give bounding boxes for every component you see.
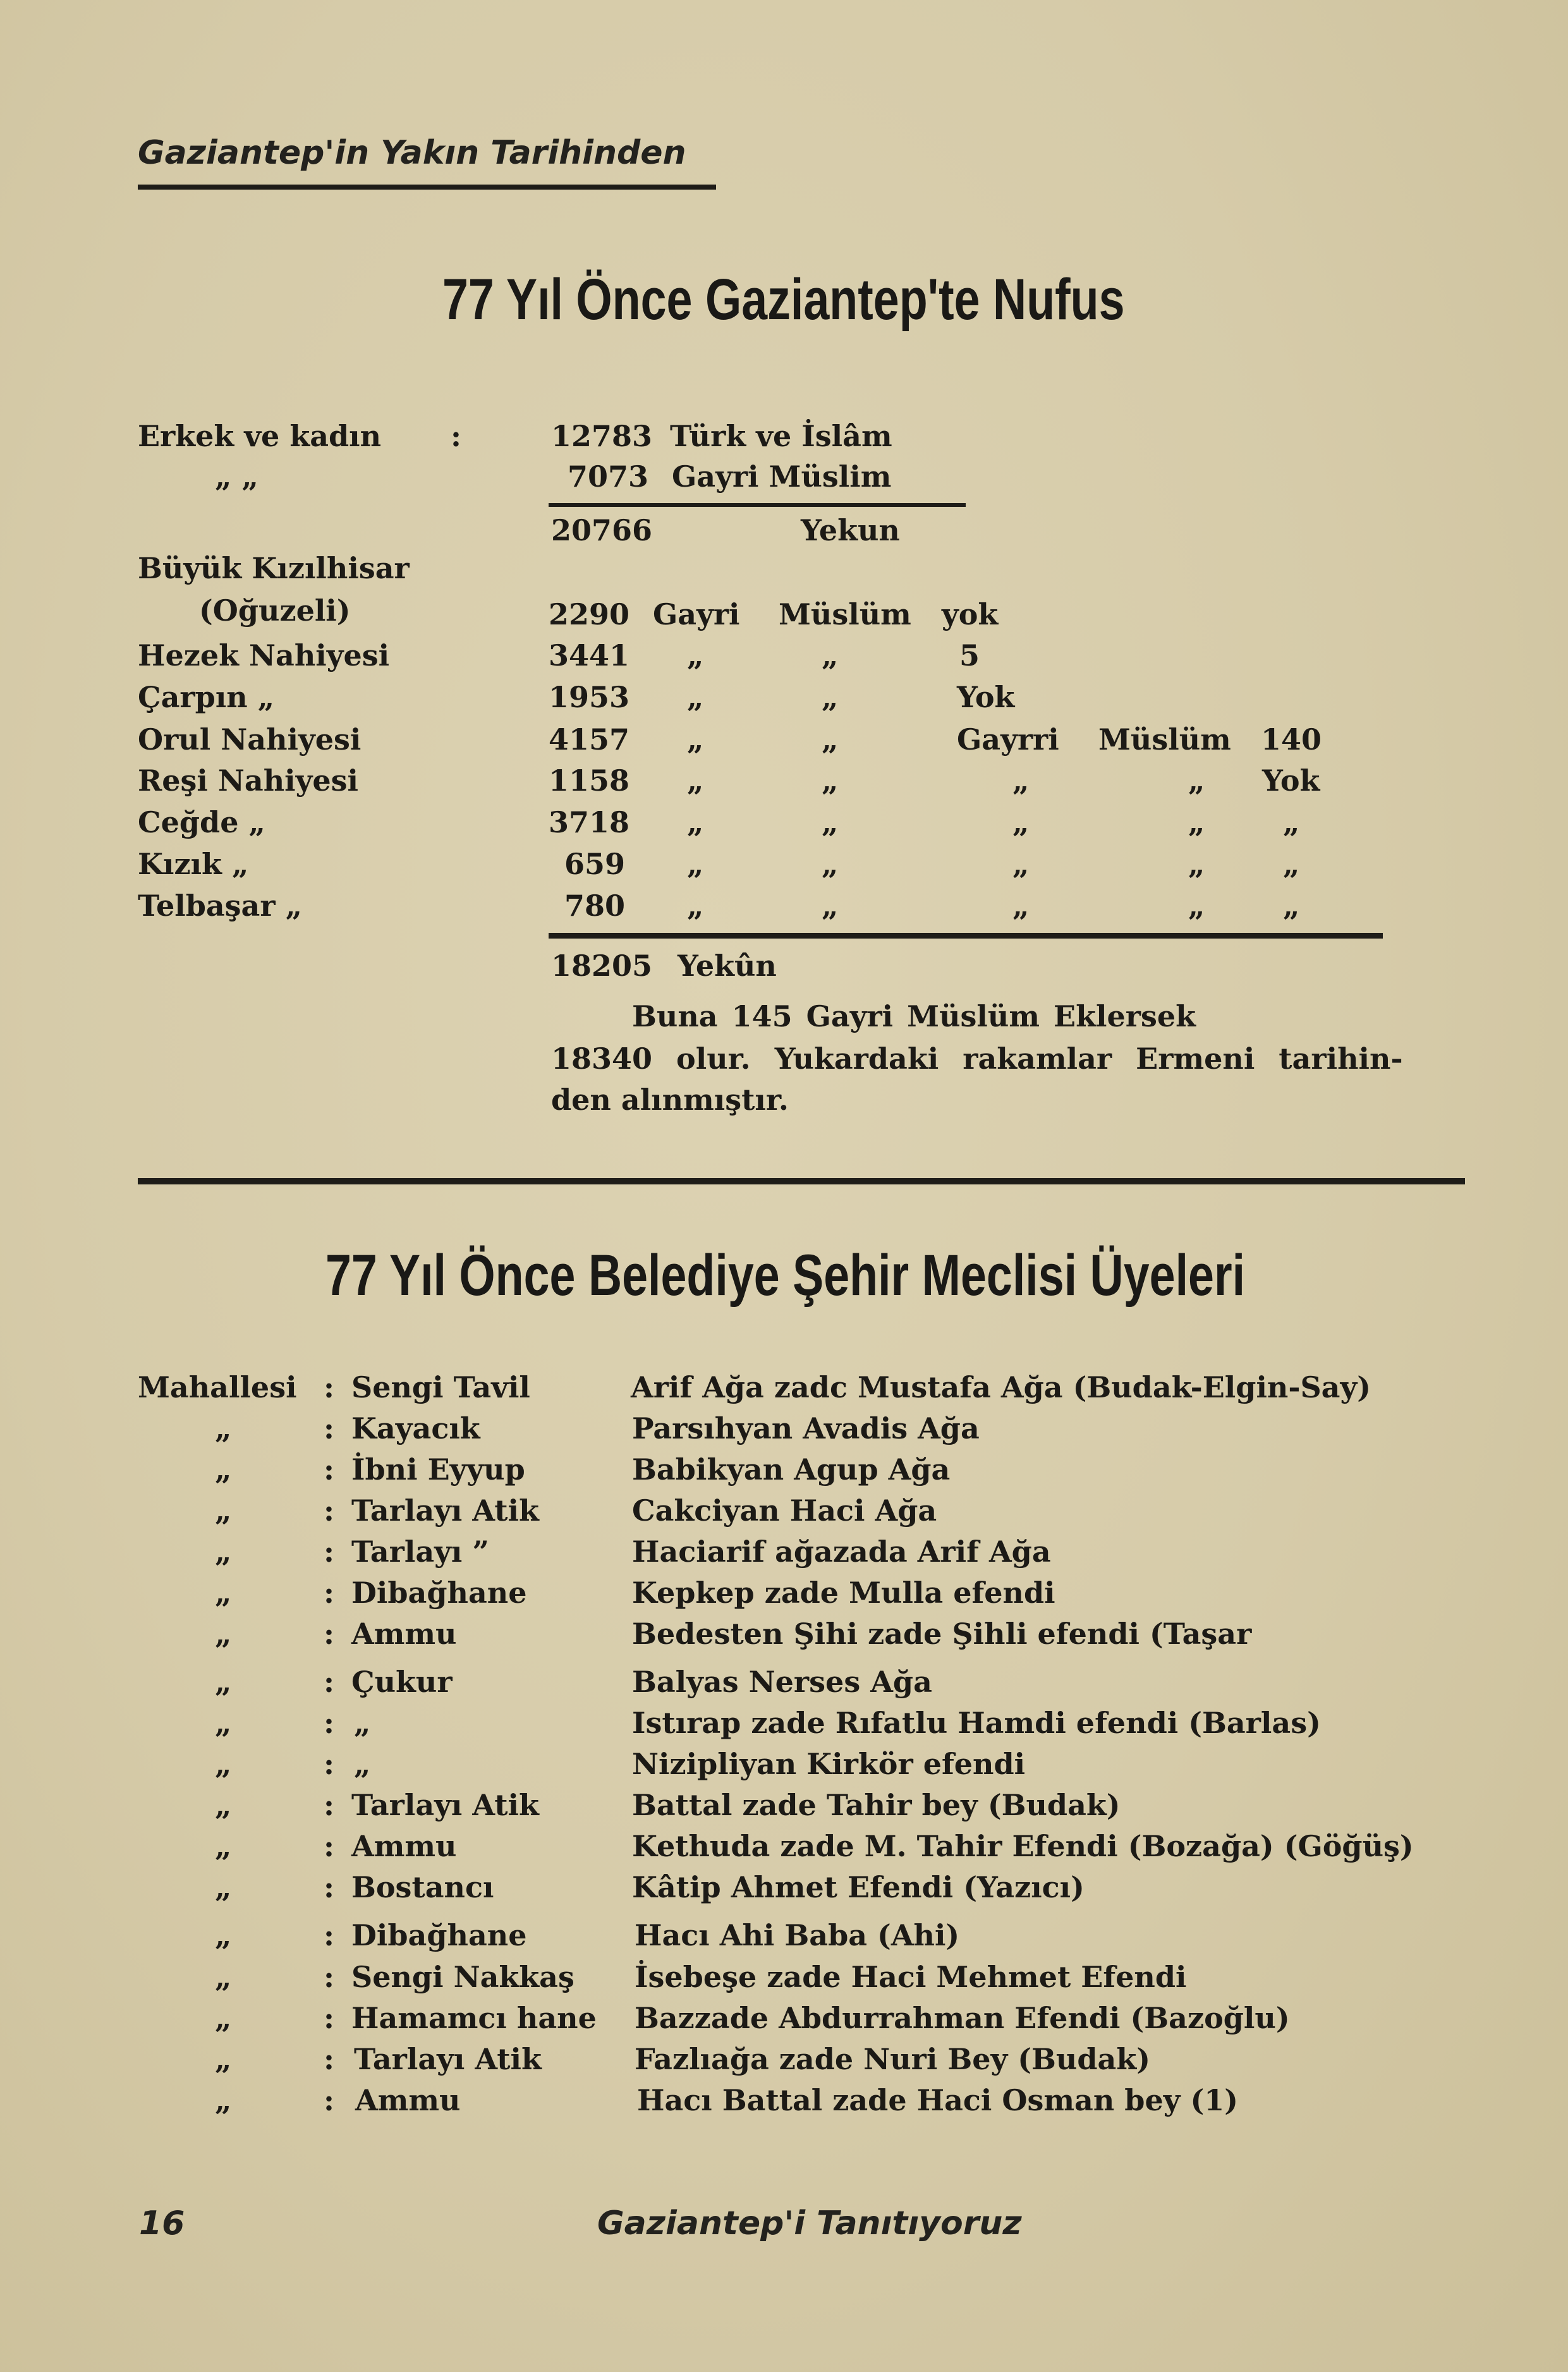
place-value: 1158 xyxy=(549,763,630,798)
mahalle-label: „ xyxy=(215,1535,232,1569)
neighborhood: Sengi Tavil xyxy=(351,1370,530,1404)
member-name: Istırap zade Rıfatlu Hamdi efendi (Barlas) xyxy=(632,1706,1321,1740)
row-colon: : xyxy=(324,1747,334,1781)
col-4: Müslüm xyxy=(1098,722,1231,757)
member-name: Fazlıağa zade Nuri Bey (Budak) xyxy=(635,2042,1150,2076)
row-colon: : xyxy=(324,1665,334,1699)
neighborhood: Tarlayı Atik xyxy=(354,2042,542,2076)
row-colon: : xyxy=(324,2001,334,2035)
neighborhood: Bostancı xyxy=(351,1870,494,1904)
member-name: Cakciyan Haci Ağa xyxy=(632,1493,937,1528)
member-name: Hacı Battal zade Haci Osman bey (1) xyxy=(637,2083,1238,2117)
col-2: „ xyxy=(822,889,839,923)
mahalle-label: „ xyxy=(215,2042,232,2076)
summary-desc: Gayri Müslim xyxy=(672,459,892,494)
col-3: „ xyxy=(1012,847,1030,881)
summary-value: 7073 xyxy=(568,459,649,494)
place-name: Çarpın „ xyxy=(138,680,275,714)
col-3: yok xyxy=(942,597,999,631)
row-colon: : xyxy=(324,1535,334,1569)
row-colon: : xyxy=(324,1788,334,1822)
place-name: Ceğde „ xyxy=(138,805,265,839)
mahalle-label: „ xyxy=(215,1960,232,1994)
places-heading: Büyük Kızılhisar xyxy=(138,551,410,585)
col-1: „ xyxy=(687,847,704,881)
row-colon: : xyxy=(324,1960,334,1994)
summary-desc: Türk ve İslâm xyxy=(670,419,892,453)
col-2: „ xyxy=(822,638,839,672)
mahalle-label: „ xyxy=(215,2001,232,2035)
col-3: 5 xyxy=(959,638,980,672)
col-1: Gayri xyxy=(653,597,740,631)
col-1: „ xyxy=(687,889,704,923)
member-name: Parsıhyan Avadis Ağa xyxy=(632,1411,980,1445)
member-name: Haciarif ağazada Arif Ağa xyxy=(632,1535,1051,1569)
col-2: „ xyxy=(822,722,839,757)
col-2: „ xyxy=(822,680,839,714)
neighborhood: Ammu xyxy=(355,2083,461,2117)
mahalle-label: „ xyxy=(215,1665,232,1699)
member-name: Battal zade Tahir bey (Budak) xyxy=(632,1788,1121,1822)
col-5: „ xyxy=(1283,847,1300,881)
col-3: Yok xyxy=(957,680,1015,714)
table-rule xyxy=(549,933,1383,939)
note-line: 18340 olur. Yukardaki rakamlar Ermeni tarihin- xyxy=(551,1042,1403,1076)
neighborhood: Dibağhane xyxy=(351,1918,527,1952)
neighborhood: Sengi Nakkaş xyxy=(351,1960,574,1994)
mahalle-label: „ xyxy=(215,1411,232,1445)
header-rule xyxy=(138,185,716,190)
mahalle-label: „ xyxy=(215,1576,232,1610)
neighborhood: Dibağhane xyxy=(351,1576,527,1610)
mahalle-label: „ xyxy=(215,1829,232,1863)
member-name: Hacı Ahi Baba (Ahi) xyxy=(635,1918,960,1952)
col-3: „ xyxy=(1012,805,1030,839)
place-name: Reşi Nahiyesi xyxy=(138,763,359,798)
row-colon: : xyxy=(324,2083,334,2117)
mahalle-label: „ xyxy=(215,1706,232,1740)
col-4: „ xyxy=(1188,889,1205,923)
place-name: Telbaşar „ xyxy=(138,889,303,923)
neighborhood: „ xyxy=(354,1747,371,1781)
section-divider xyxy=(138,1178,1465,1184)
col-4: „ xyxy=(1188,805,1205,839)
row-colon: : xyxy=(324,1370,334,1404)
col-1: „ xyxy=(687,763,704,798)
row-colon: : xyxy=(324,1918,334,1952)
neighborhood: İbni Eyyup xyxy=(351,1452,525,1487)
total-label: Yekun xyxy=(801,513,900,547)
row-colon: : xyxy=(324,1576,334,1610)
member-name: Arif Ağa zadc Mustafa Ağa (Budak-Elgin-Say) xyxy=(631,1370,1371,1404)
mahalle-label: „ xyxy=(215,2083,232,2117)
place-value: 780 xyxy=(564,889,626,923)
place-value: 3718 xyxy=(549,805,630,839)
member-name: Bedesten Şihi zade Şihli efendi (Taşar xyxy=(632,1617,1252,1651)
col-2: „ xyxy=(822,763,839,798)
neighborhood: Ammu xyxy=(351,1829,457,1863)
summary-value: 12783 xyxy=(551,419,653,453)
footer-title: Gaziantep'i Tanıtıyoruz xyxy=(597,2205,1022,2242)
col-5: 140 xyxy=(1261,722,1322,757)
member-name: Babikyan Agup Ağa xyxy=(632,1452,951,1487)
place-value: 2290 xyxy=(549,597,630,631)
mahalle-label: „ xyxy=(215,1870,232,1904)
row-colon: : xyxy=(324,1829,334,1863)
page-number: 16 xyxy=(139,2205,185,2242)
neighborhood: Kayacık xyxy=(351,1411,480,1445)
place-name: (Oğuzeli) xyxy=(199,593,351,628)
row-colon: : xyxy=(324,1870,334,1904)
col-1: „ xyxy=(687,638,704,672)
col-1: „ xyxy=(687,680,704,714)
note-line: Buna 145 Gayri Müslüm Eklersek xyxy=(632,999,1196,1033)
neighborhood: Tarlayı Atik xyxy=(351,1788,539,1822)
col-2: „ xyxy=(822,805,839,839)
grand-total-label: Yekûn xyxy=(678,949,777,983)
col-3: „ xyxy=(1012,763,1030,798)
row-colon: : xyxy=(324,1411,334,1445)
mahalle-label: „ xyxy=(215,1918,232,1952)
mahalle-label: „ xyxy=(215,1788,232,1822)
row-colon: : xyxy=(324,2042,334,2076)
mahalle-label: „ xyxy=(215,1747,232,1781)
mahalle-label: „ xyxy=(215,1617,232,1651)
col-3: Gayrri xyxy=(957,722,1059,757)
member-name: Kâtip Ahmet Efendi (Yazıcı) xyxy=(632,1870,1085,1904)
col-5: Yok xyxy=(1262,763,1320,798)
place-name: Orul Nahiyesi xyxy=(138,722,362,757)
col-5: „ xyxy=(1283,889,1300,923)
neighborhood: Ammu xyxy=(351,1617,457,1651)
member-name: Kepkep zade Mulla efendi xyxy=(632,1576,1055,1610)
col-1: „ xyxy=(687,722,704,757)
col-3: „ xyxy=(1012,889,1030,923)
member-name: Kethuda zade M. Tahir Efendi (Bozağa) (Göğüş) xyxy=(632,1829,1414,1863)
summary-label: „ „ xyxy=(215,459,258,494)
member-name: Balyas Nerses Ağa xyxy=(632,1665,932,1699)
place-value: 1953 xyxy=(549,680,630,714)
col-4: „ xyxy=(1188,847,1205,881)
population-title: 77 Yıl Önce Gaziantep'te Nufus xyxy=(442,267,1125,332)
place-value: 659 xyxy=(564,847,626,881)
col-5: „ xyxy=(1283,805,1300,839)
mahalle-label: Mahallesi xyxy=(138,1370,297,1404)
row-colon: : xyxy=(324,1617,334,1651)
council-title: 77 Yıl Önce Belediye Şehir Meclisi Üyeleri xyxy=(325,1243,1246,1308)
row-colon: : xyxy=(324,1452,334,1487)
place-name: Hezek Nahiyesi xyxy=(138,638,390,672)
neighborhood: Tarlayı ” xyxy=(351,1535,489,1569)
col-2: Müslüm xyxy=(779,597,911,631)
member-name: İsebeşe zade Haci Mehmet Efendi xyxy=(635,1960,1187,1994)
sum-rule xyxy=(549,503,966,507)
neighborhood: Çukur xyxy=(351,1665,453,1699)
note-line: den alınmıştır. xyxy=(551,1083,789,1117)
neighborhood: Tarlayı Atik xyxy=(351,1493,539,1528)
running-header: Gaziantep'in Yakın Tarihinden xyxy=(138,134,686,172)
mahalle-label: „ xyxy=(215,1452,232,1487)
row-colon: : xyxy=(324,1493,334,1528)
member-name: Bazzade Abdurrahman Efendi (Bazoğlu) xyxy=(635,2001,1290,2035)
col-2: „ xyxy=(822,847,839,881)
mahalle-label: „ xyxy=(215,1493,232,1528)
row-colon: : xyxy=(324,1706,334,1740)
neighborhood: Hamamcı hane xyxy=(351,2001,597,2035)
total-value: 20766 xyxy=(551,513,653,547)
place-name: Kızık „ xyxy=(138,847,249,881)
place-value: 3441 xyxy=(549,638,630,672)
col-4: „ xyxy=(1188,763,1205,798)
grand-total-value: 18205 xyxy=(551,949,653,983)
neighborhood: „ xyxy=(354,1706,371,1740)
place-value: 4157 xyxy=(549,722,630,757)
member-name: Nizipliyan Kirkör efendi xyxy=(632,1747,1026,1781)
summary-colon: : xyxy=(451,419,461,453)
summary-label: Erkek ve kadın xyxy=(138,419,382,453)
col-1: „ xyxy=(687,805,704,839)
